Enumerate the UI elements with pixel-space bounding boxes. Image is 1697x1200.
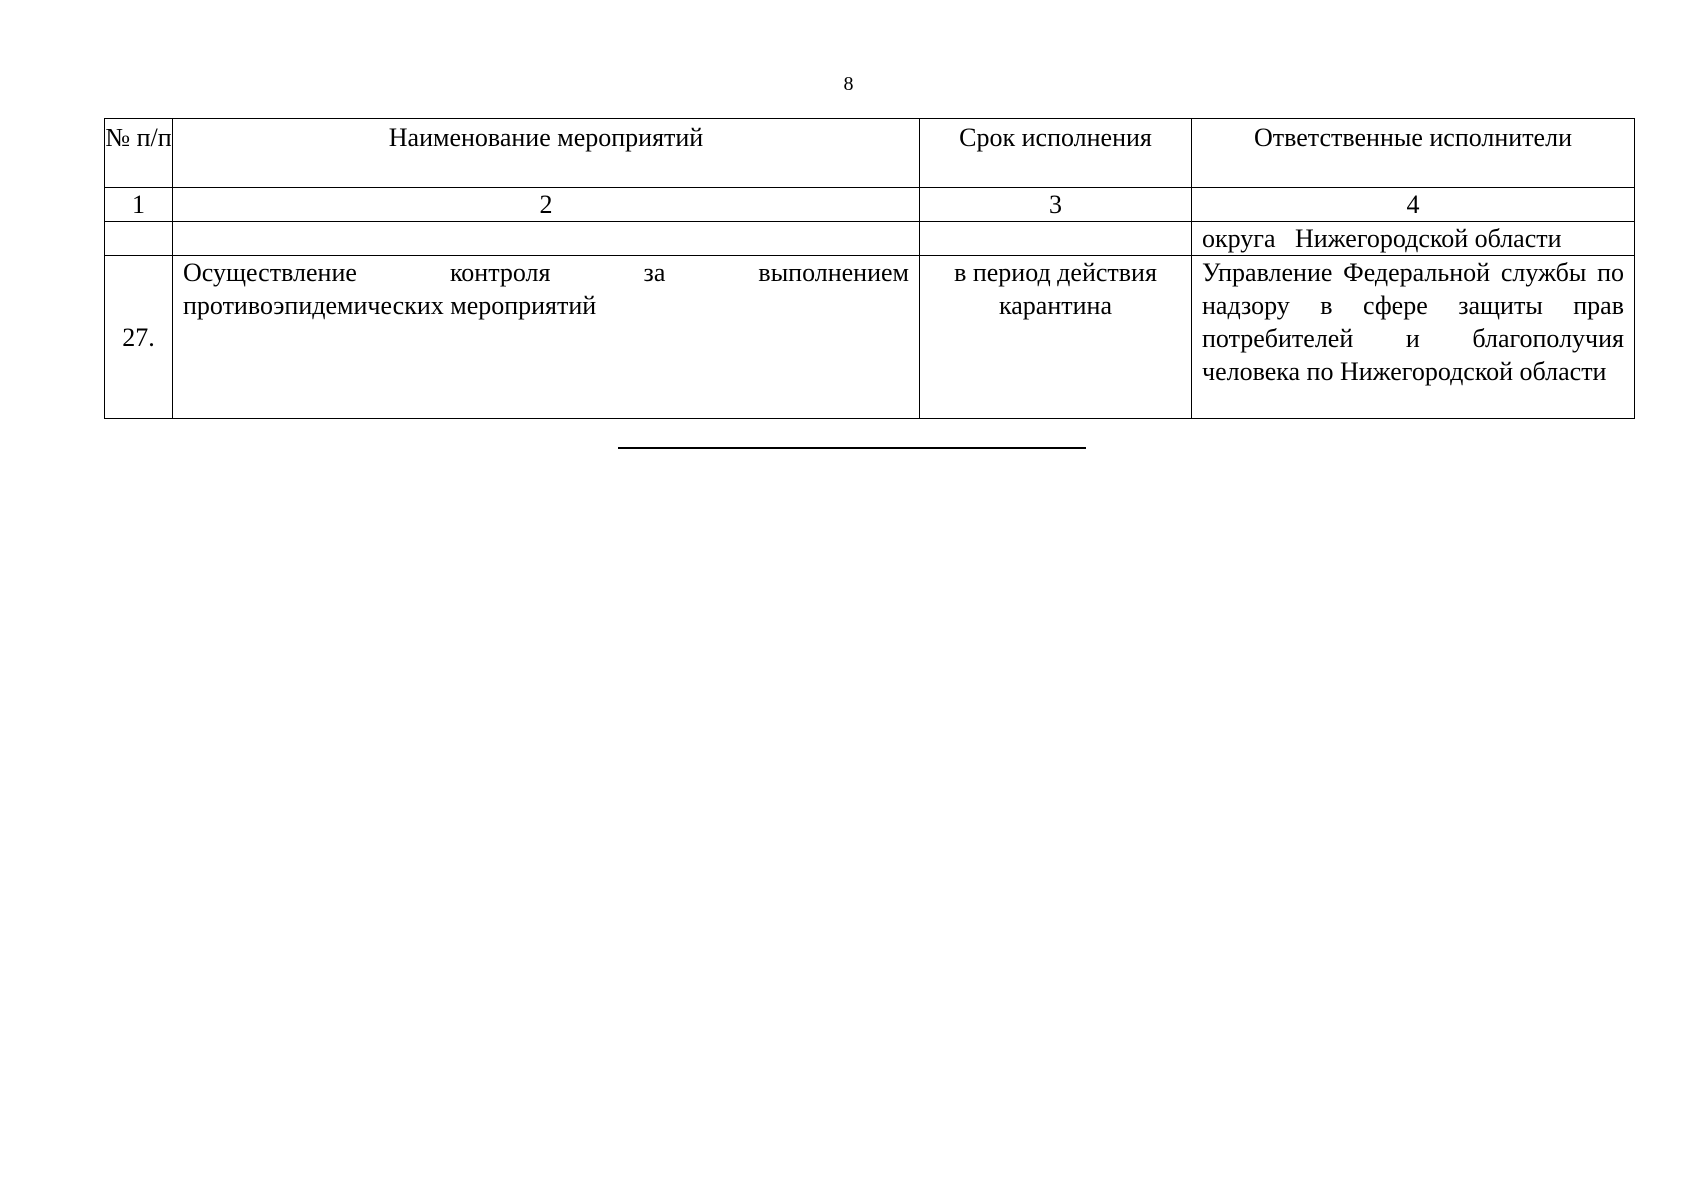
cell-deadline [920, 222, 1192, 256]
cell-responsible: Управление Федеральной службы по надзору в сфере защиты прав потребителей и благополучия человека по Нижегородской области [1192, 256, 1635, 419]
header-name: Наименование мероприятий [173, 119, 920, 188]
column-index-row [105, 188, 1635, 222]
cell-name [173, 222, 920, 256]
cell-number: 27. [105, 256, 173, 419]
cell-responsible-text: округа Нижегородской области [1202, 224, 1562, 253]
measures-table [104, 118, 1635, 419]
continuation-row [105, 222, 1635, 256]
column-index: 1 [105, 188, 173, 222]
header-responsible: Ответственные исполнители [1192, 119, 1635, 188]
table-header-row [105, 119, 1635, 188]
column-index: 3 [920, 188, 1192, 222]
cell-number [105, 222, 173, 256]
end-separator-line [618, 447, 1086, 449]
column-index: 2 [173, 188, 920, 222]
cell-deadline: в период действия карантина [920, 256, 1192, 419]
column-index: 4 [1192, 188, 1635, 222]
page-number: 8 [843, 73, 854, 95]
header-number: № п/п [105, 119, 173, 188]
cell-name: Осуществление контроля за выполнением противоэпидемических мероприятий [173, 256, 920, 419]
header-deadline: Срок исполнения [920, 119, 1192, 188]
table-row [105, 256, 1635, 419]
cell-responsible [1192, 222, 1635, 256]
